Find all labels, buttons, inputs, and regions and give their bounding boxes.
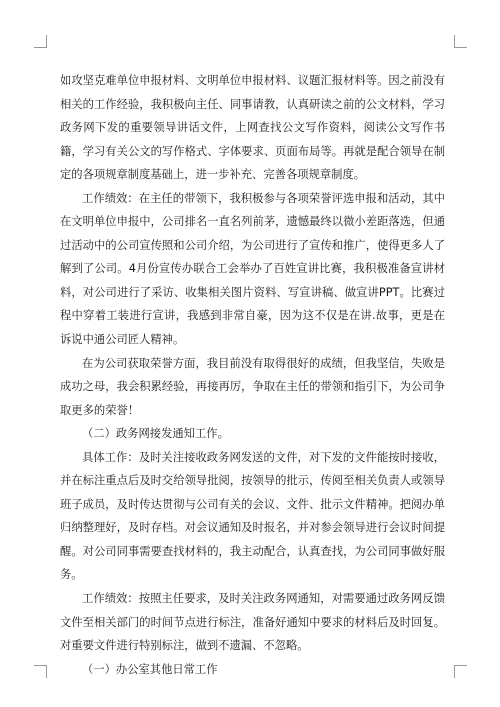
crop-mark-bottom-right	[454, 665, 467, 678]
crop-mark-top-right	[454, 35, 467, 48]
crop-mark-bottom-left	[34, 665, 47, 678]
paragraph-notice-duties: 具体工作：及时关注接收政务网发送的文件，对下发的文件能按时接收，并在标注重点后及时交给领导批阅，按领导的批示，传阅至相关负责人或领导班子成员，及时传达贯彻与公司有关的会议、文件、批示文件精神。把阅办单归纳整理好，及时存档。对会议通知及时报名，并对参会领导进行会议时间提醒。对公司同事需要查找材料的，我主动配合，认真查找，为公司同事做好服务。	[60, 450, 445, 582]
paragraph-honors-outlook: 在为公司获取荣誉方面，我目前没有取得很好的成绩，但我坚信，失败是成功之母，我会积累经验，再接再厉，争取在主任的带领和指引下，为公司争取更多的荣誉！	[60, 356, 445, 417]
crop-mark-top-left	[34, 35, 47, 48]
paragraph-application-materials: 如攻坚克难单位申报材料、文明单位申报材料、议题汇报材料等。因之前没有相关的工作经验，我积极向主任、同事请教，认真研读之前的公文材料，学习政务网下发的重要领导讲话文件，上网查找公文写作资料，阅读公文写作书籍，学习有关公文的写作格式、字体要求、页面布局等。再就是配合领导在制定的各项规章制度基础上，进一步补充、完善各项规章制度。	[60, 74, 445, 182]
body-text	[60, 69, 445, 681]
section-heading-notices: （二）政务网接发通知工作。	[82, 427, 229, 441]
paragraph-notice-performance: 工作绩效：按照主任要求，及时关注政务网通知，对需要通过政务网反馈文件至相关部门的时间节点进行标注，准备好通知中要求的材料后及时回复。对重要文件进行特别标注，做到不遗漏、不忽略。	[60, 592, 445, 653]
section-heading-daily-work: （一）办公室其他日常工作	[82, 662, 218, 676]
paragraph-performance-honors: 工作绩效：在主任的带领下，我积极参与各项荣誉评选申报和活动，其中在文明单位申报中，公司排名一直名列前茅，遗憾最终以微小差距落选，但通过活动中的公司宣传照和公司介绍，为公司进行了宣传和推广，使得更多人了解到了公司。4月份宣传办联合工会举办了百姓宣讲比赛，我积极准备宣讲材料，对公司进行了采访、收集相关图片资料、写宣讲稿、做宣讲PPT。比赛过程中穿着工装进行宣讲，我感到非常自豪，因为这不仅是在讲.故事，更是在诉说中通公司匠人精神。	[60, 191, 445, 347]
